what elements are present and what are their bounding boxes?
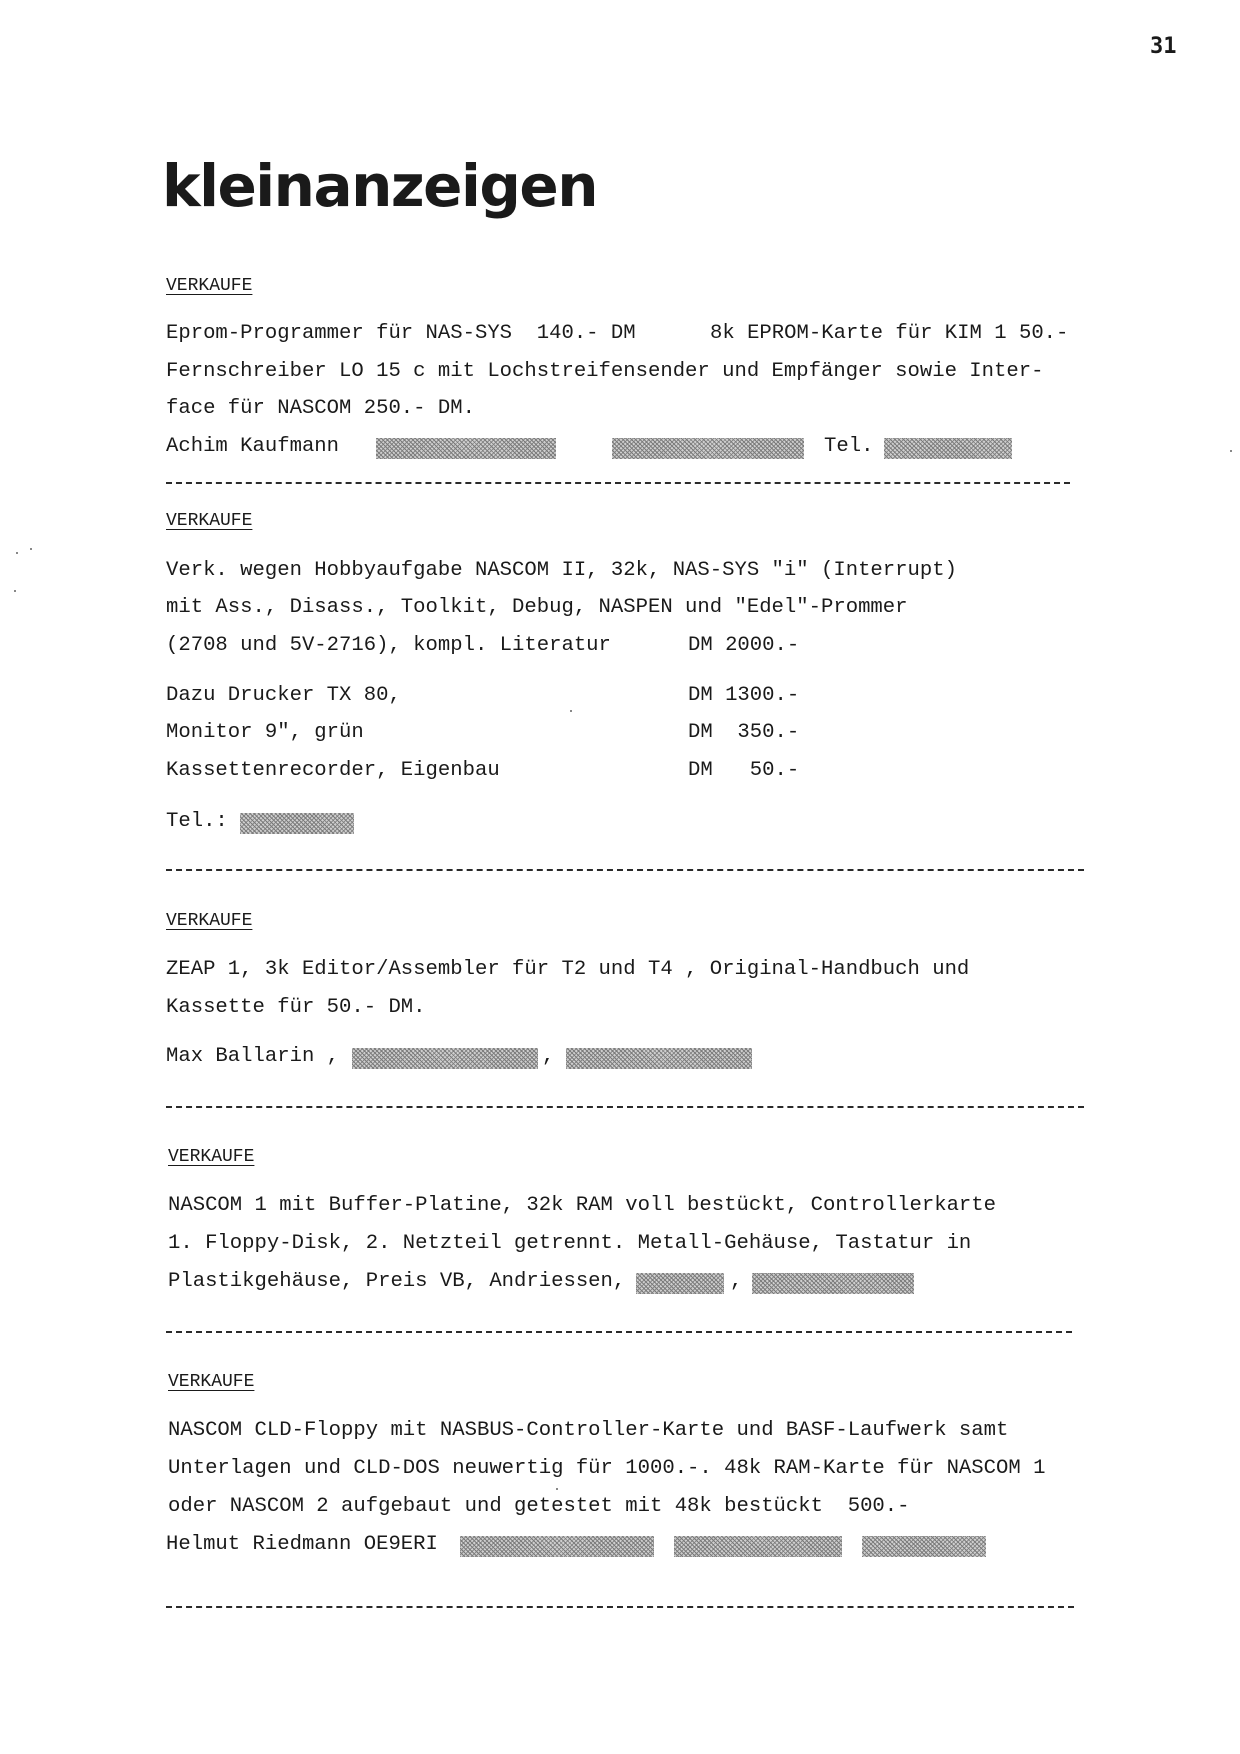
scan-speck [16,552,18,554]
separator: , [542,1045,555,1068]
dashed-divider [166,1331,1072,1333]
ad-text-line: 8k EPROM-Karte für KIM 1 50.- [710,322,1069,345]
ad-text-line: Fernschreiber LO 15 c mit Lochstreifensender und Empfänger sowie Inter- [166,360,1044,383]
dashed-divider [166,1106,1084,1108]
redacted-block [636,1273,724,1294]
ad-text-line: Kassette für 50.- DM. [166,996,426,1019]
contact-name: Helmut Riedmann OE9ERI [166,1533,438,1556]
price-value: DM 1300.- [688,684,800,707]
ad-text-line: 1. Floppy-Disk, 2. Netzteil getrennt. Metall-Gehäuse, Tastatur in [168,1232,972,1255]
ad-heading: VERKAUFE [166,276,253,296]
redacted-block [240,813,354,834]
scan-speck [556,1488,558,1490]
price-value: DM 350.- [688,721,800,744]
ad-text-line: Unterlagen und CLD-DOS neuwertig für 1000.-. 48k RAM-Karte für NASCOM 1 [168,1457,1046,1480]
ad-heading: VERKAUFE [166,511,253,531]
scan-speck [1230,450,1232,452]
ad-text-line: NASCOM 1 mit Buffer-Platine, 32k RAM voll bestückt, Controllerkarte [168,1194,997,1217]
redacted-block [752,1273,914,1294]
ad-heading: VERKAUFE [166,911,253,931]
dashed-divider [166,869,1084,871]
scan-speck [14,590,16,592]
price-value: DM 50.- [688,759,800,782]
ad-text-line: face für NASCOM 250.- DM. [166,397,475,420]
price-item: Kassettenrecorder, Eigenbau [166,759,500,782]
redacted-block [674,1536,842,1557]
ad-text-line: Eprom-Programmer für NAS-SYS 140.- DM [166,322,636,345]
ad-text-line: NASCOM CLD-Floppy mit NASBUS-Controller-Karte und BASF-Laufwerk samt [168,1419,1009,1442]
dashed-divider [166,1606,1074,1608]
redacted-block [884,438,1012,459]
page-title: kleinanzeigen [162,152,598,220]
separator: , [730,1270,743,1293]
ad-text-line: Verk. wegen Hobbyaufgabe NASCOM II, 32k, NAS-SYS "i" (Interrupt) [166,559,957,582]
price-item: Dazu Drucker TX 80, [166,684,401,707]
redacted-block [566,1048,752,1069]
price-value: DM 2000.- [688,634,800,657]
contact-tel-label: Tel. [824,435,874,458]
ad-text-line: Plastikgehäuse, Preis VB, Andriessen, [168,1270,626,1293]
redacted-block [612,438,804,459]
scan-speck [30,548,32,550]
redacted-block [376,438,556,459]
ad-heading: VERKAUFE [168,1372,255,1392]
contact-name: Achim Kaufmann [166,435,340,458]
redacted-block [862,1536,986,1557]
ad-heading: VERKAUFE [168,1147,255,1167]
page-number: 31 [1150,34,1177,59]
price-item: (2708 und 5V-2716), kompl. Literatur [166,634,611,657]
dashed-divider [166,482,1070,484]
redacted-block [352,1048,538,1069]
contact-tel-label: Tel.: [166,810,228,833]
price-item: Monitor 9", grün [166,721,364,744]
ad-text-line: mit Ass., Disass., Toolkit, Debug, NASPEN und "Edel"-Prommer [166,596,908,619]
ad-text-line: oder NASCOM 2 aufgebaut und getestet mit 48k bestückt 500.- [168,1495,910,1518]
scan-speck [570,710,572,712]
ad-text-line: ZEAP 1, 3k Editor/Assembler für T2 und T4 , Original-Handbuch und [166,958,970,981]
contact-name: Max Ballarin , [166,1045,340,1068]
redacted-block [460,1536,654,1557]
